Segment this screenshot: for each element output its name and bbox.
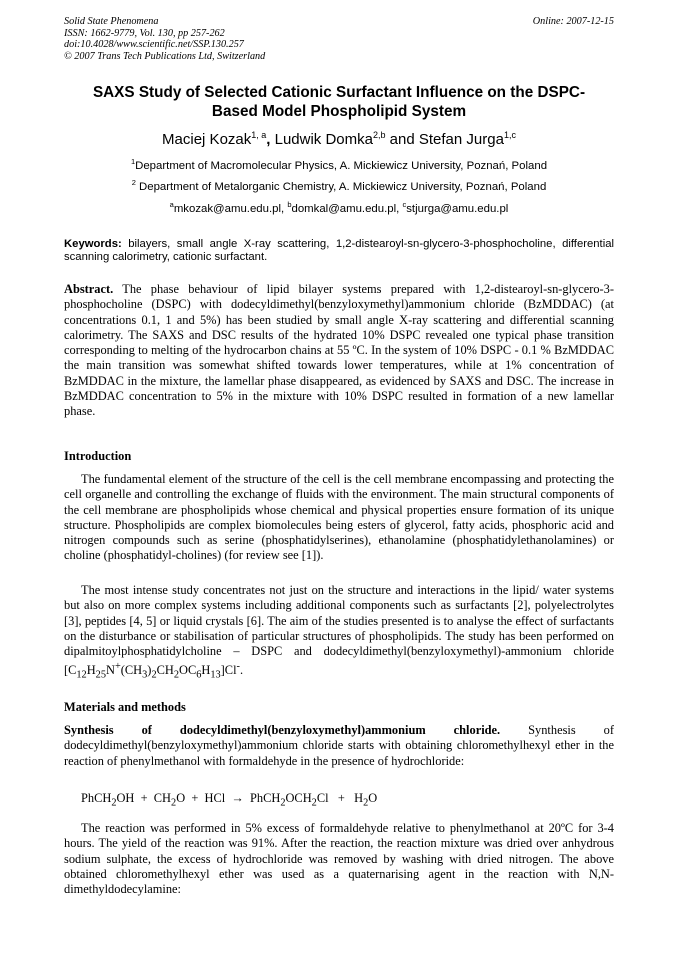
synthesis-paragraph [64, 723, 614, 769]
formula-subscript: 2 [151, 670, 157, 682]
author-name: Ludwik Domka [274, 131, 373, 148]
email-mark: a [169, 200, 174, 209]
affil-mark: 2 [131, 178, 136, 187]
author-list: Maciej Kozak$^{1, a}$, Ludwik Domka$^{2,b}$ and Stefan Jurga$^{1,c}$ [162, 130, 516, 148]
eq-subscript: 2 [111, 797, 117, 809]
reaction-arrow-icon: → [231, 791, 244, 805]
author-conjunction: and [389, 131, 415, 148]
eq-term: O [176, 791, 186, 805]
affil-mark: 1 [130, 157, 136, 166]
formula-superscript: - [236, 661, 240, 673]
keywords-text: bilayers, small angle X-ray scattering, 1,2-distearoyl-sn-glycero-3-phosphocholine, differential scanning calorimetry, cationic surfactant. [64, 238, 614, 264]
eq-subscript: 2 [311, 797, 317, 809]
section-heading-methods: Materials and methods [64, 700, 186, 714]
author-affil-mark: 1,c [503, 130, 516, 140]
author-affil-mark: 2,b [372, 130, 386, 140]
affil-text: Department of Metalorganic Chemistry, A. Mickiewicz University, Poznań, Poland [139, 181, 547, 193]
eq-term: OCH [285, 791, 312, 805]
affiliation-1 [64, 159, 614, 173]
eq-term: Cl [316, 791, 329, 805]
reaction-equation [81, 791, 377, 810]
intro-paragraph-2 [64, 583, 614, 683]
formula-subscript: 13 [210, 670, 221, 682]
formula-part: H [201, 663, 211, 678]
copyright-line: © 2007 Trans Tech Publications Ltd, Switzerland [64, 50, 266, 62]
eq-term: O [368, 791, 378, 805]
eq-term: H [354, 791, 364, 805]
abstract-block [64, 282, 614, 420]
formula-part: (CH [120, 663, 143, 678]
author-affil-mark: 1, a [251, 130, 267, 140]
formula-part: H [86, 663, 96, 678]
title-line-1: SAXS Study of Selected Cationic Surfactant Influence on the DSPC- [92, 84, 586, 101]
doi-line: doi:10.4028/www.scientific.net/SSP.130.257 [64, 39, 244, 51]
formula-part: ]Cl [220, 663, 237, 678]
methods-paragraph-2: The reaction was performed in 5% excess of formaldehyde relative to phenylmethanol at 20ºC for 3-4 hours. The yield of the reaction was 91%. After the reaction, the reaction mixture was dried over anhydrous sodium sulphate, the excess of hydrochloride was removed by washing with dried nitrogen. The above obtained chloromethylhexyl ether was used as a quaternarising agent in the reaction with N,N-dimethyldodecylamine: [64, 821, 614, 897]
email-mark: c [402, 200, 407, 209]
eq-term: OH [116, 791, 135, 805]
formula-superscript: + [114, 661, 121, 673]
email-mark: b [287, 200, 292, 209]
formula-subscript: 25 [95, 670, 106, 682]
formula-subscript: 2 [173, 670, 179, 682]
synthesis-text: Synthesis of dodecyldimethyl(benzyloxymethyl)ammonium chloride starts with obtaining chloromethylhexyl ether in the reaction of phenylmethanol with formaldehyde in the presence of hydrochloride: [64, 723, 614, 768]
eq-term: PhCH [81, 791, 112, 805]
section-heading-introduction: Introduction [64, 449, 132, 463]
abstract-label: Abstract. [64, 282, 114, 296]
formula-part: OC [179, 663, 197, 678]
eq-plus: + [191, 791, 199, 805]
paper-title [64, 83, 614, 121]
author-name: Maciej Kozak [162, 131, 252, 148]
eq-term: HCl [204, 791, 226, 805]
formula-part: CH [156, 663, 174, 678]
eq-plus: + [140, 791, 148, 805]
keywords-block [64, 238, 614, 265]
email-link: mkozak@amu.edu.pl, [173, 203, 288, 215]
formula-part: N [106, 663, 115, 678]
issn-line: ISSN: 1662-9779, Vol. 130, pp 257-262 [64, 27, 225, 39]
email-link: stjurga@amu.edu.pl [406, 203, 509, 215]
eq-subscript: 2 [171, 797, 177, 809]
eq-term: CH [153, 791, 172, 805]
eq-subscript: 2 [363, 797, 369, 809]
eq-plus: + [337, 791, 345, 805]
keywords-label: Keywords: [64, 238, 122, 250]
abstract-text: The phase behaviour of lipid bilayer systems prepared with 1,2-distearoyl-sn-glycero-3-phosphocholine (DSPC) with dodecyldimethyl(benzyloxymethyl)ammonium chloride (BzMDDAC) (at concentrations 0.1, 1 and 5%) has been studied by small angle X-ray scattering and differential scanning calorimetry. The SAXS and DSC results of the hydrated 10% DSPC revealed one typical phase transition corresponding to melting of the hydrocarbon chains at 55 ºC. In the system of 10% DSPC - 0.1 % BzMDDAC the main transition was somewhat shifted towards lower temperatures, while at 1% concentration of BzMDDAC in the mixture, the lamellar phase disappeared, as evidenced by SAXS and DSC. The increase in BzMDDAC concentration to 5% in the mixture with 10% DSPC resulted in formation of a new lamellar phase. [64, 282, 614, 419]
formula-subscript: 3 [142, 670, 148, 682]
online-date: Online: 2007-12-15 [532, 16, 614, 27]
author-name: Stefan Jurga [418, 131, 504, 148]
journal-header [64, 16, 265, 62]
author-emails [64, 202, 614, 216]
eq-subscript: 2 [280, 797, 286, 809]
eq-term: PhCH [250, 791, 281, 805]
affiliation-2 [64, 180, 614, 194]
paragraph-text: The most intense study concentrates not just on the structure and interactions in the lipid/ water systems but also on more complex systems including additional components such as surfactants [2], polyelectrolytes [3], peptides [4, 5] or liquid crystals [6]. The aim of the studies presented is to analyse the effect of surfactants on the disturbance or stabilisation of particular structures of phospholipids. The study has been performed on dipalmitoylphosphatidylcholine – DSPC and dodecyldimethyl(benzyloxymethyl)-ammonium chloride [C [64, 583, 614, 678]
affil-text: Department of Macromolecular Physics, A. Mickiewicz University, Poznań, Poland [135, 160, 548, 172]
formula-subscript: 6 [196, 670, 202, 682]
formula-subscript: 12 [76, 670, 87, 682]
journal-name: Solid State Phenomena [64, 16, 159, 27]
intro-paragraph-1: The fundamental element of the structure of the cell is the cell membrane encompassing and protecting the cell organelle and controlling the exchange of fluids with the environment. The main structural components of the cell membrane are phospholipids whose chemical and physical properties ensure formation of its unique structure. Phospholipids are complex biomolecules being esters of glycerol, fatty acids, phosphoric acid and nitrogen compounds such as serine (phosphatidylserines), ethanolamine (phosphatidylethanolamines) or choline (phosphatidyl-cholines) (for review see [1]). [64, 472, 614, 563]
synthesis-label: Synthesis of dodecyldimethyl(benzyloxymethyl)ammonium chloride. [64, 723, 501, 737]
formula-part: . [239, 663, 244, 678]
formula-part: ) [147, 663, 152, 678]
title-line-2: Based Model Phospholipid System [211, 103, 467, 120]
email-link: domkal@amu.edu.pl, [291, 203, 403, 215]
